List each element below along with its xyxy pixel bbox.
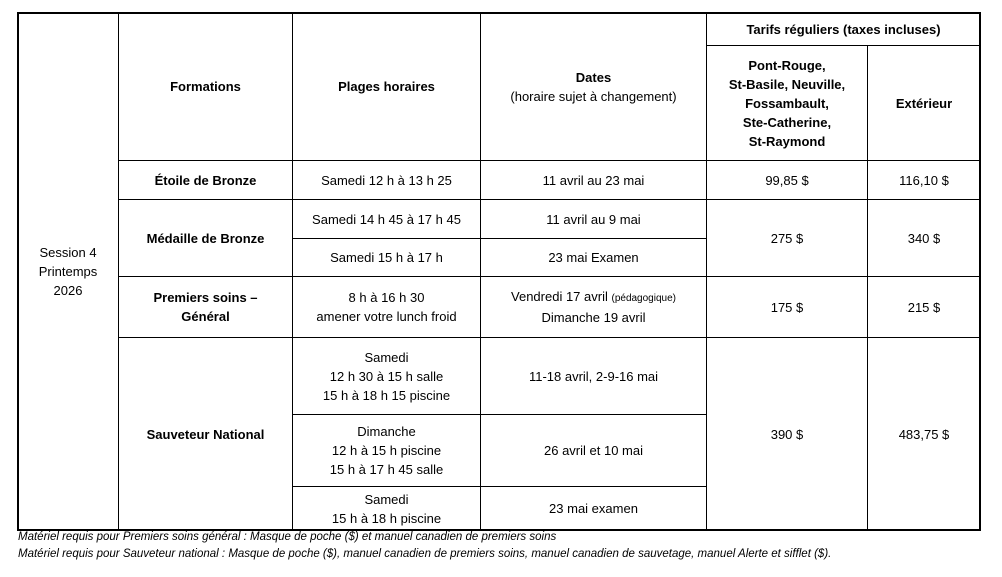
session-label: Session 4: [39, 245, 97, 260]
course-name-line: Général: [181, 309, 230, 324]
date-note: (pédagogique): [611, 293, 676, 304]
dates-medaille-2: 23 mai Examen: [480, 238, 707, 277]
plage-sauveteur-2: [292, 414, 481, 487]
price-local-etoile: 99,85 $: [706, 160, 868, 200]
course-medaille: Médaille de Bronze: [118, 199, 293, 277]
local-line: St-Basile, Neuville,: [728, 76, 846, 92]
plage-line: Samedi: [364, 491, 409, 507]
session-season: Printemps: [38, 264, 98, 279]
dates-label: Dates: [575, 69, 612, 85]
local-line: Fossambault,: [745, 95, 829, 111]
plage-medaille-2: Samedi 15 h à 17 h: [292, 238, 481, 277]
dates-sauveteur-2: 26 avril et 10 mai: [480, 414, 707, 487]
plage-sauveteur-3: [292, 486, 481, 531]
header-exterieur: Extérieur: [867, 45, 981, 161]
plage-premiers-soins: [292, 276, 481, 338]
course-premiers-soins: [118, 276, 293, 338]
footnote-premiers-soins: Matériel requis pour Premiers soins général : Masque de poche ($) et manuel canadien de premiers soins: [18, 531, 557, 543]
plage-medaille-1: Samedi 14 h 45 à 17 h 45: [292, 199, 481, 239]
session-year: 2026: [53, 283, 83, 298]
date-line: Dimanche 19 avril: [541, 310, 646, 325]
price-local-premiers-soins: 175 $: [706, 276, 868, 338]
header-tarifs: Tarifs réguliers (taxes incluses): [706, 12, 981, 46]
price-ext-premiers-soins: 215 $: [867, 276, 981, 338]
plage-line: 8 h à 16 h 30: [348, 290, 425, 305]
plage-sauveteur-1: [292, 337, 481, 415]
plage-line: Dimanche: [357, 424, 416, 439]
date-line: [511, 287, 676, 308]
plage-line: Samedi: [364, 349, 409, 365]
price-ext-etoile: 116,10 $: [867, 160, 981, 200]
dates-premiers-soins: [480, 276, 707, 338]
plage-etoile: Samedi 12 h à 13 h 25: [292, 160, 481, 200]
plage-line: 12 h 30 à 15 h salle: [329, 368, 444, 384]
local-line: Ste-Catherine,: [742, 114, 832, 130]
price-ext-sauveteur: 483,75 $: [867, 337, 981, 531]
header-local: [706, 45, 868, 161]
plage-line: 15 h à 17 h 45 salle: [329, 462, 444, 477]
plage-line: amener votre lunch froid: [316, 309, 457, 324]
dates-medaille-1: 11 avril au 9 mai: [480, 199, 707, 239]
price-local-sauveteur: 390 $: [706, 337, 868, 531]
price-ext-medaille: 340 $: [867, 199, 981, 277]
local-line: St-Raymond: [748, 133, 826, 149]
dates-etoile: 11 avril au 23 mai: [480, 160, 707, 200]
header-dates: [480, 12, 707, 161]
dates-note: (horaire sujet à changement): [510, 88, 677, 104]
dates-sauveteur-1: 11-18 avril, 2-9-16 mai: [480, 337, 707, 415]
price-local-medaille: 275 $: [706, 199, 868, 277]
plage-line: 15 h à 18 h 15 piscine: [322, 387, 451, 403]
header-plages: Plages horaires: [292, 12, 481, 161]
course-etoile: Étoile de Bronze: [118, 160, 293, 200]
header-formations: Formations: [118, 12, 293, 161]
plage-line: 12 h à 15 h piscine: [331, 443, 442, 458]
plage-line: 15 h à 18 h piscine: [331, 510, 442, 526]
local-line: Pont-Rouge,: [748, 57, 826, 73]
course-sauveteur: Sauveteur National: [118, 337, 293, 531]
dates-sauveteur-3: 23 mai examen: [480, 486, 707, 531]
footnote-sauveteur: Matériel requis pour Sauveteur national : Masque de poche ($), manuel canadien de premiers soins, manuel canadien de sauvetage, manuel Alerte et sifflet ($).: [18, 548, 832, 560]
date-text: Vendredi 17 avril: [511, 289, 608, 304]
course-name-line: Premiers soins –: [153, 290, 258, 305]
session-cell: [17, 12, 119, 531]
